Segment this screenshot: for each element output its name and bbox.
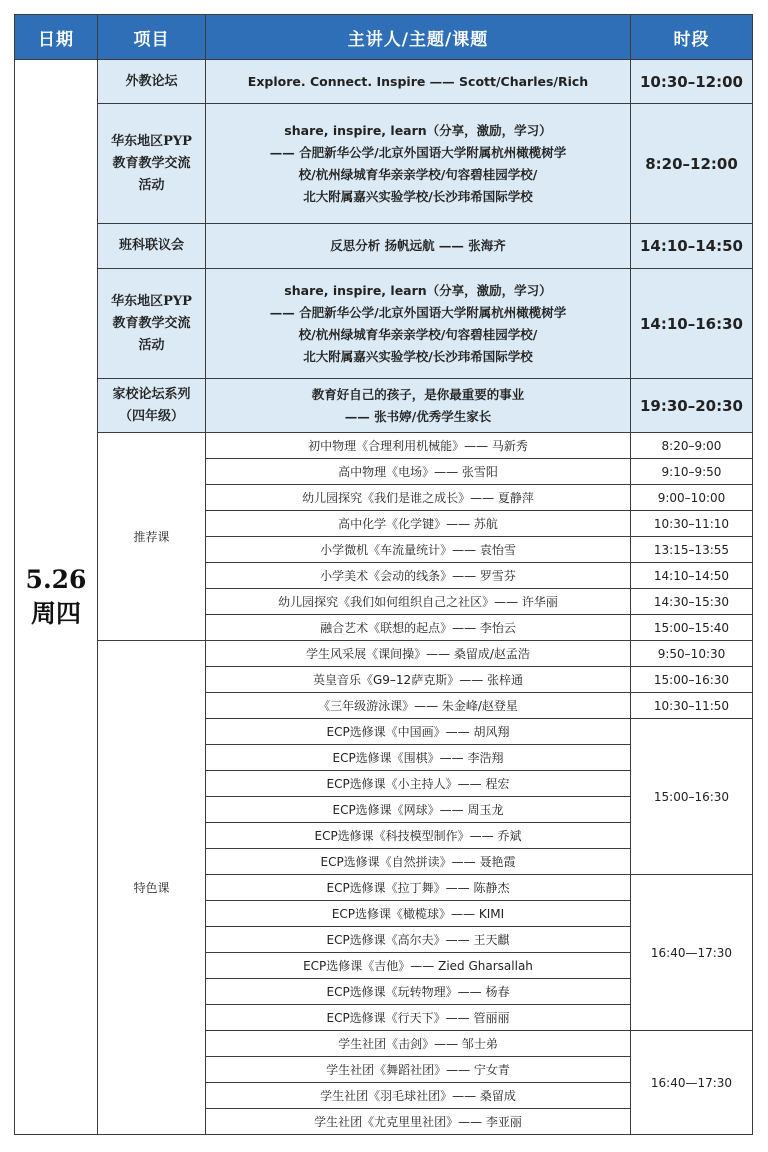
- course-topic: 小学美术《会动的线条》—— 罗雪芬: [206, 563, 631, 589]
- date-cell: [15, 60, 98, 1135]
- session-topic: 教育好自己的孩子，是你最重要的事业 —— 张书婷/优秀学生家长: [206, 379, 631, 433]
- session-topic: Explore. Connect. Inspire —— Scott/Charles/Rich: [206, 60, 631, 104]
- session-topic: 反思分析 扬帆远航 —— 张海齐: [206, 224, 631, 269]
- course-time: 14:10–14:50: [631, 563, 753, 589]
- course-topic: 英皇音乐《G9–12萨克斯》—— 张梓通: [206, 667, 631, 693]
- course-topic: ECP选修课《吉他》—— Zied Gharsallah: [206, 953, 631, 979]
- course-topic: 幼儿园探究《我们如何组织自己之社区》—— 许华丽: [206, 589, 631, 615]
- session-item: 家校论坛系列 （四年级）: [98, 379, 206, 433]
- course-time: 15:00–15:40: [631, 615, 753, 641]
- session-time: 10:30–12:00: [631, 60, 753, 104]
- course-topic: ECP选修课《围棋》—— 李浩翔: [206, 745, 631, 771]
- session-row: [15, 60, 753, 104]
- session-time: 8:20–12:00: [631, 104, 753, 224]
- course-time-group: 16:40—17:30: [631, 1031, 753, 1135]
- course-topic: ECP选修课《行天下》—— 管丽丽: [206, 1005, 631, 1031]
- course-row: [15, 433, 753, 459]
- session-time: 14:10–14:50: [631, 224, 753, 269]
- course-topic: ECP选修课《自然拼读》—— 聂艳霞: [206, 849, 631, 875]
- session-row: [15, 104, 753, 224]
- session-time: 19:30–20:30: [631, 379, 753, 433]
- course-topic: ECP选修课《拉丁舞》—— 陈静杰: [206, 875, 631, 901]
- course-time: 9:50–10:30: [631, 641, 753, 667]
- course-topic: 初中物理《合理利用机械能》—— 马新秀: [206, 433, 631, 459]
- course-time: 9:00–10:00: [631, 485, 753, 511]
- date-day: 5.26: [25, 565, 87, 594]
- course-topic: 小学微机《车流量统计》—— 袁怡雪: [206, 537, 631, 563]
- category-recommended: 推荐课: [98, 433, 206, 641]
- course-topic: ECP选修课《橄榄球》—— KIMI: [206, 901, 631, 927]
- course-topic: 高中化学《化学键》—— 苏航: [206, 511, 631, 537]
- course-topic: ECP选修课《玩转物理》—— 杨春: [206, 979, 631, 1005]
- course-topic: ECP选修课《小主持人》—— 程宏: [206, 771, 631, 797]
- course-time: 8:20–9:00: [631, 433, 753, 459]
- schedule-table: [14, 14, 753, 1135]
- header-topic: 主讲人/主题/课题: [206, 15, 631, 60]
- header-row: [15, 15, 753, 60]
- header-date: 日期: [15, 15, 98, 60]
- course-topic: 学生社团《击剑》—— 邹士弟: [206, 1031, 631, 1057]
- course-topic: 学生社团《舞蹈社团》—— 宁女青: [206, 1057, 631, 1083]
- session-item: 班科联议会: [98, 224, 206, 269]
- course-topic: ECP选修课《中国画》—— 胡风翔: [206, 719, 631, 745]
- course-time: 14:30–15:30: [631, 589, 753, 615]
- category-featured: 特色课: [98, 641, 206, 1135]
- session-row: [15, 224, 753, 269]
- course-time-group: 16:40—17:30: [631, 875, 753, 1031]
- session-time: 14:10–16:30: [631, 269, 753, 379]
- session-item: 华东地区PYP 教育教学交流 活动: [98, 269, 206, 379]
- session-item: 外教论坛: [98, 60, 206, 104]
- date-weekday: 周四: [30, 599, 81, 628]
- course-time: 9:10–9:50: [631, 459, 753, 485]
- course-time-group: 15:00–16:30: [631, 719, 753, 875]
- session-topic: share, inspire, learn（分享，激励，学习） —— 合肥新华公学/北京外国语大学附属杭州橄榄树学 校/杭州绿城育华亲亲学校/句容碧桂园学校/ 北大附属嘉兴实验学校/长沙玮希国际学校: [206, 269, 631, 379]
- course-topic: 《三年级游泳课》—— 朱金峰/赵登星: [206, 693, 631, 719]
- course-topic: 学生社团《尤克里里社团》—— 李亚丽: [206, 1109, 631, 1135]
- course-time: 13:15–13:55: [631, 537, 753, 563]
- session-row: [15, 269, 753, 379]
- course-topic: 学生社团《羽毛球社团》—— 桑留成: [206, 1083, 631, 1109]
- session-item: 华东地区PYP 教育教学交流 活动: [98, 104, 206, 224]
- course-topic: ECP选修课《网球》—— 周玉龙: [206, 797, 631, 823]
- course-time: 10:30–11:10: [631, 511, 753, 537]
- course-topic: 融合艺术《联想的起点》—— 李怡云: [206, 615, 631, 641]
- course-row: [15, 641, 753, 667]
- header-time: 时段: [631, 15, 753, 60]
- header-item: 项目: [98, 15, 206, 60]
- course-topic: ECP选修课《高尔夫》—— 王天麒: [206, 927, 631, 953]
- session-topic: share, inspire, learn（分享，激励，学习） —— 合肥新华公学/北京外国语大学附属杭州橄榄树学 校/杭州绿城育华亲亲学校/句容碧桂园学校/ 北大附属嘉兴实验学校/长沙玮希国际学校: [206, 104, 631, 224]
- course-topic: 幼儿园探究《我们是谁之成长》—— 夏静萍: [206, 485, 631, 511]
- course-topic: 学生风采展《课间操》—— 桑留成/赵孟浩: [206, 641, 631, 667]
- course-topic: 高中物理《电场》—— 张雪阳: [206, 459, 631, 485]
- course-topic: ECP选修课《科技模型制作》—— 乔斌: [206, 823, 631, 849]
- session-row: [15, 379, 753, 433]
- course-time: 10:30–11:50: [631, 693, 753, 719]
- course-time: 15:00–16:30: [631, 667, 753, 693]
